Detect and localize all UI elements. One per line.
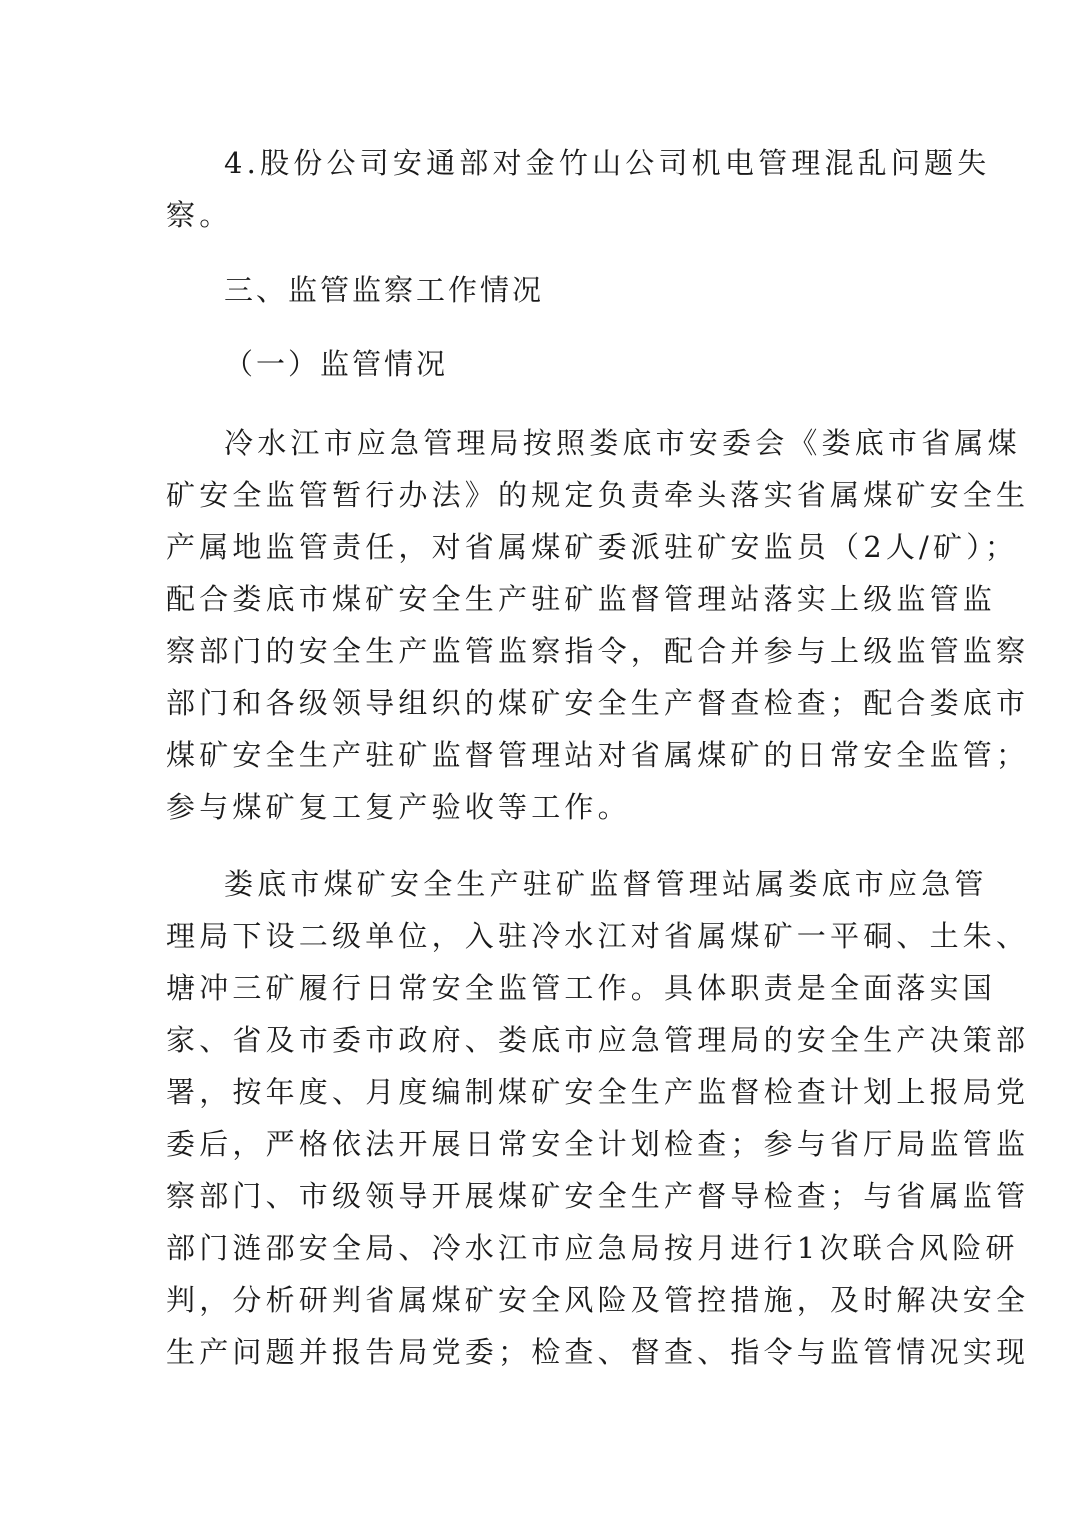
paragraph-2-line-4: 家、省及市委市政府、娄底市应急管理局的安全生产决策部 <box>166 1023 1030 1057</box>
section-heading: 三、监管监察工作情况 <box>224 273 545 307</box>
paragraph-1-line-1: 冷水江市应急管理局按照娄底市安委会《娄底市省属煤 <box>224 426 1021 460</box>
paragraph-2-line-10: 生产问题并报告局党委；检查、督查、指令与监管情况实现 <box>166 1335 1030 1369</box>
paragraph-2-line-3: 塘冲三矿履行日常安全监管工作。具体职责是全面落实国 <box>166 971 997 1005</box>
item-4-line-2: 察。 <box>166 198 233 232</box>
paragraph-1-line-8: 参与煤矿复工复产验收等工作。 <box>166 790 631 824</box>
paragraph-1-line-3: 产属地监管责任，对省属煤矿委派驻矿安监员（2人/矿）； <box>166 530 1019 564</box>
item-4-line-1: 4.股份公司安通部对金竹山公司机电管理混乱问题失 <box>224 146 991 180</box>
paragraph-2-line-2: 理局下设二级单位，入驻冷水江对省属煤矿一平硐、土朱、 <box>166 919 1030 953</box>
paragraph-1-line-5: 察部门的安全生产监管监察指令，配合并参与上级监管监察 <box>166 634 1030 668</box>
paragraph-2-line-7: 察部门、市级领导开展煤矿安全生产督导检查；与省属监管 <box>166 1179 1030 1213</box>
paragraph-1-line-4: 配合娄底市煤矿安全生产驻矿监督管理站落实上级监管监 <box>166 582 997 616</box>
subsection-heading: （一）监管情况 <box>224 347 449 381</box>
paragraph-1-line-7: 煤矿安全生产驻矿监督管理站对省属煤矿的日常安全监管； <box>166 738 1030 772</box>
paragraph-2-line-1: 娄底市煤矿安全生产驻矿监督管理站属娄底市应急管 <box>224 867 988 901</box>
paragraph-1-line-6: 部门和各级领导组织的煤矿安全生产督查检查；配合娄底市 <box>166 686 1030 720</box>
paragraph-2-line-8: 部门涟邵安全局、冷水江市应急局按月进行1次联合风险研 <box>166 1231 1019 1265</box>
paragraph-1-line-2: 矿安全监管暂行办法》的规定负责牵头落实省属煤矿安全生 <box>166 478 1030 512</box>
paragraph-2-line-5: 署，按年度、月度编制煤矿安全生产监督检查计划上报局党 <box>166 1075 1030 1109</box>
paragraph-2-line-9: 判，分析研判省属煤矿安全风险及管控措施，及时解决安全 <box>166 1283 1030 1317</box>
paragraph-2-line-6: 委后，严格依法开展日常安全计划检查；参与省厅局监管监 <box>166 1127 1030 1161</box>
